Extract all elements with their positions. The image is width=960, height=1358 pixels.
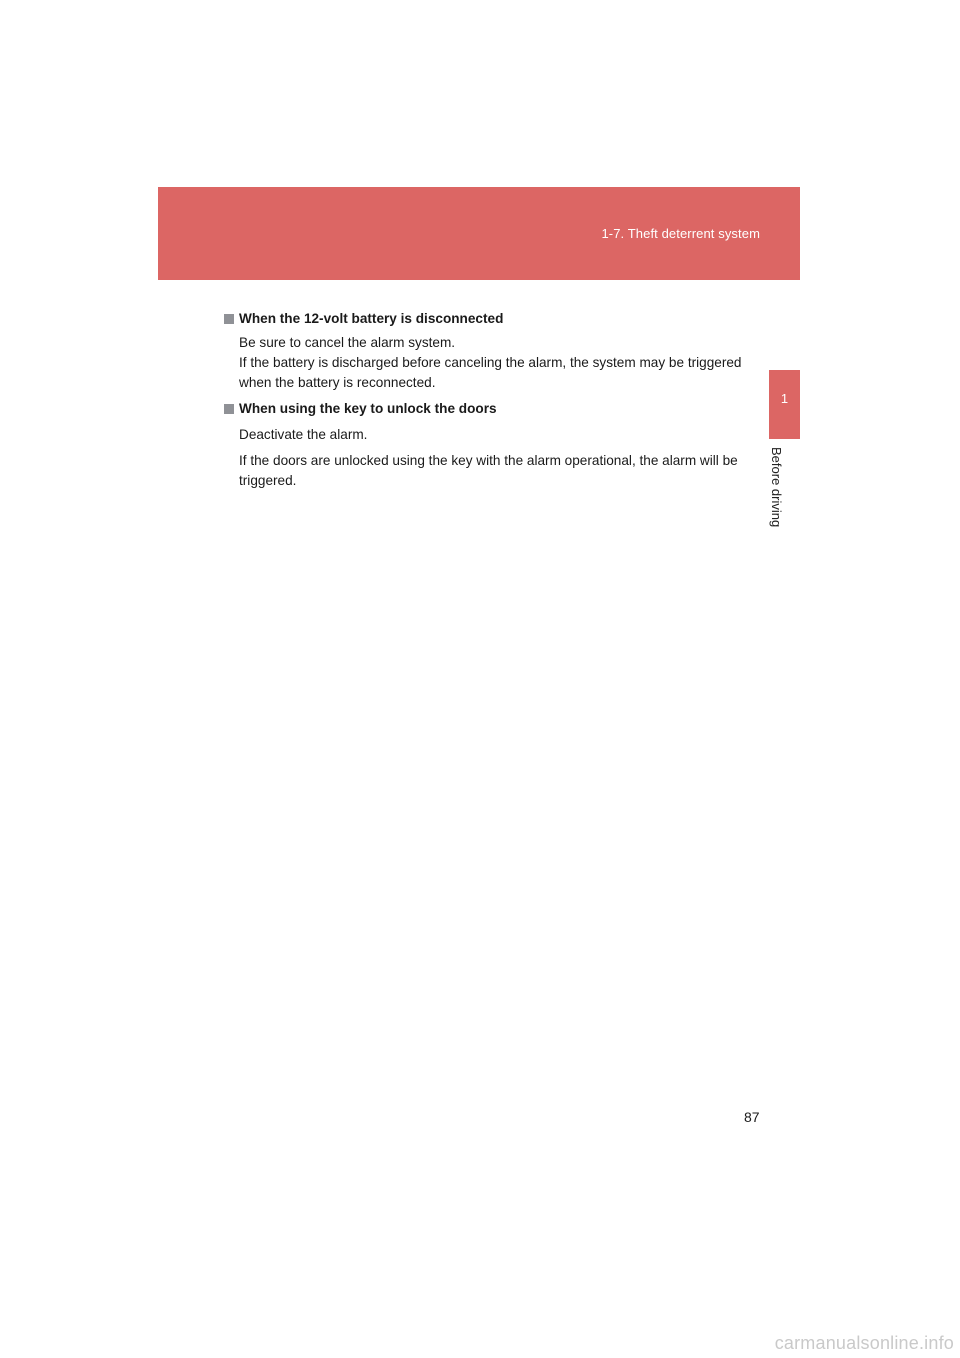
square-bullet-icon: [224, 314, 234, 324]
section-heading: [224, 399, 756, 419]
section-heading-text: When using the key to unlock the doors: [239, 401, 497, 416]
page-number: 87: [744, 1109, 760, 1125]
section-battery-disconnected: [224, 309, 756, 393]
header-band: [158, 187, 800, 280]
paragraph: If the doors are unlocked using the key with the alarm operational, the alarm will be triggered.: [239, 453, 738, 488]
square-bullet-icon: [224, 404, 234, 414]
paragraph: If the battery is discharged before canceling the alarm, the system may be triggered when the battery is reconnected.: [239, 355, 742, 390]
page-content: [224, 309, 756, 491]
chapter-label: Before driving: [769, 447, 784, 528]
section-heading-text: When the 12-volt battery is disconnected: [239, 311, 504, 326]
paragraph: Deactivate the alarm.: [239, 427, 368, 442]
watermark-text: carmanualsonline.info: [774, 1333, 954, 1353]
section-heading: [224, 309, 756, 329]
chapter-number: 1: [780, 391, 789, 406]
section-key-unlock: [224, 399, 756, 491]
chapter-tab: [769, 370, 800, 439]
paragraph: Be sure to cancel the alarm system.: [239, 335, 456, 350]
section-title: 1-7. Theft deterrent system: [601, 226, 760, 241]
